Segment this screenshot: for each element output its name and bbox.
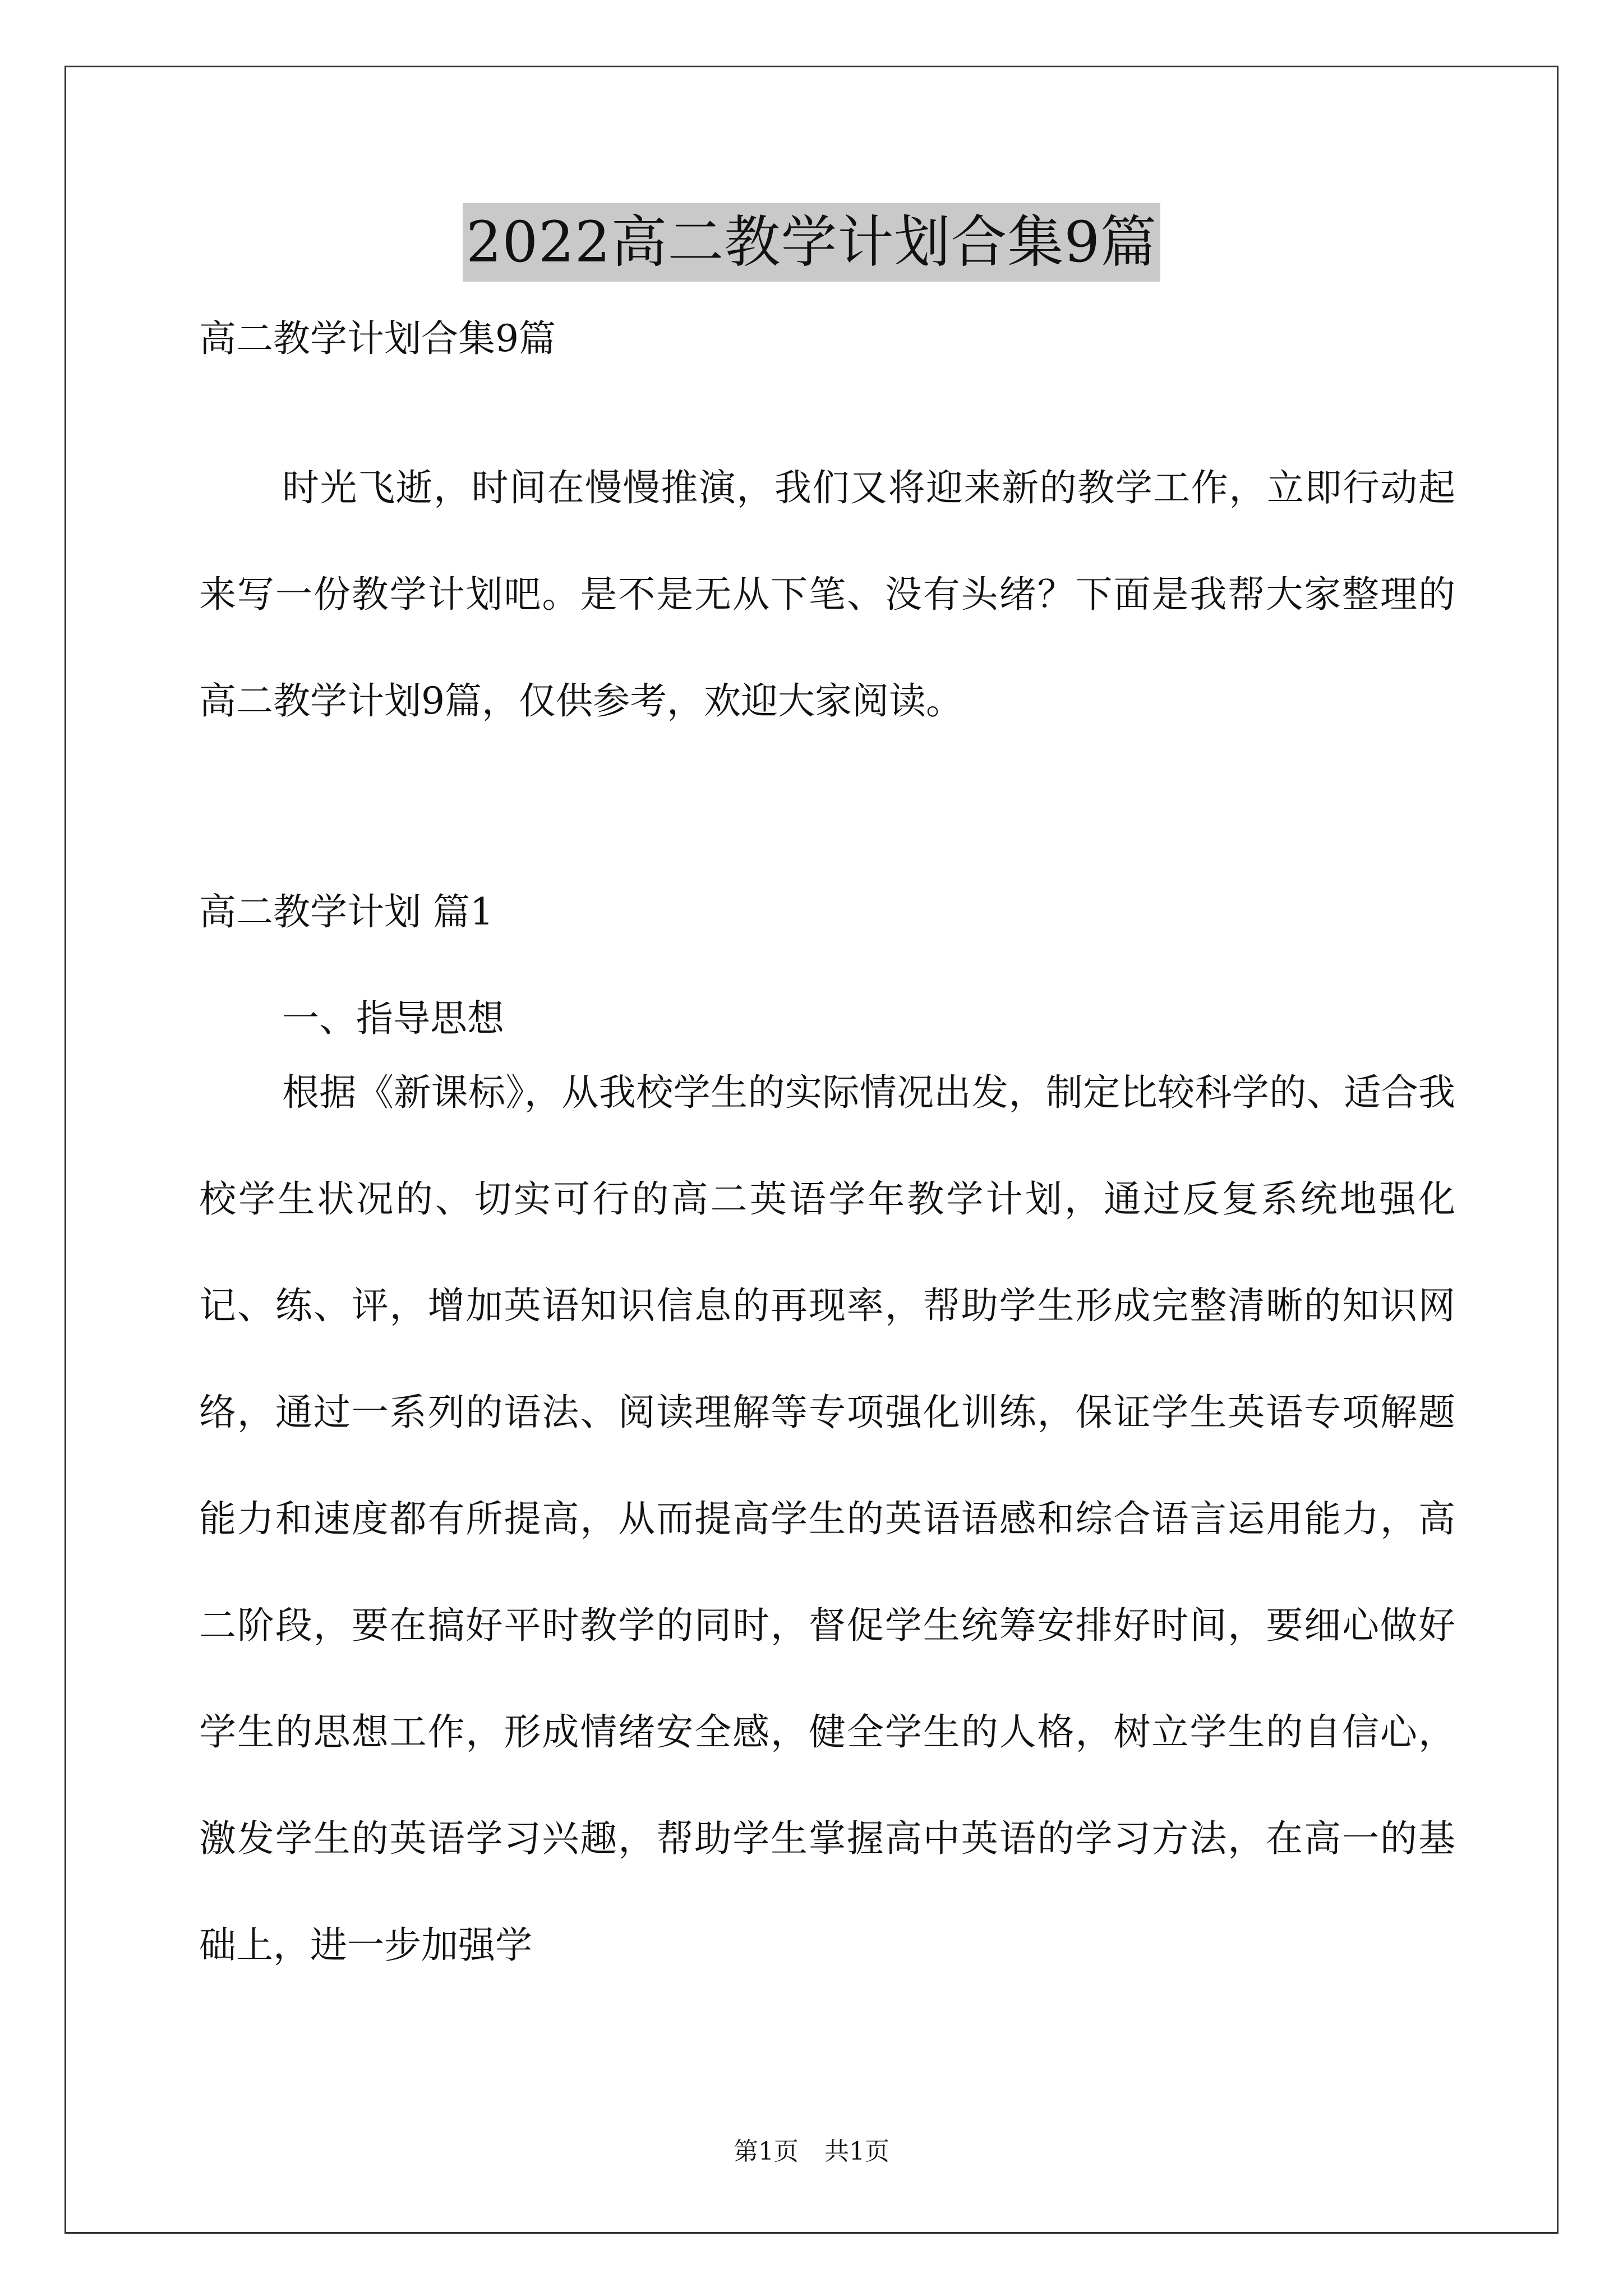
sub-heading: 一、指导思想 [282, 997, 504, 1040]
page-footer [0, 2135, 1623, 2169]
page-total: 共1页 [824, 2137, 889, 2166]
section-paragraph: 根据《新课标》，从我校学生的实际情况出发，制定比较科学的、适合我校学生状况的、切实可行的高二英语学年教学计划，通过反复系统地强化记、练、评，增加英语知识信息的再现率，帮助学生形成完整清晰的知识网络，通过一系列的语法、阅读理解等专项强化训练，保证学生英语专项解题能力和速度都有所提高，从而提高学生的英语语感和综合语言运用能力，高二阶段，要在搞好平时教学的同时，督促学生统筹安排好时间，要细心做好学生的思想工作，形成情绪安全感，健全学生的人格，树立学生的自信心，激发学生的英语学习兴趣，帮助学生掌握高中英语的学习方法，在高一的基础上，进一步加强学 [199, 1071, 1455, 1967]
page-number: 第1页 [734, 2137, 799, 2166]
intro-paragraph: 时光飞逝，时间在慢慢推演，我们又将迎来新的教学工作，立即行动起来写一份教学计划吧。是不是无从下笔、没有头绪？下面是我帮大家整理的高二教学计划9篇，仅供参考，欢迎大家阅读。 [199, 466, 1455, 723]
document-subtitle: 高二教学计划合集9篇 [199, 317, 556, 360]
title-container [0, 203, 1623, 282]
section-heading: 高二教学计划 篇1 [199, 890, 494, 933]
document-title: 2022高二教学计划合集9篇 [463, 203, 1160, 282]
